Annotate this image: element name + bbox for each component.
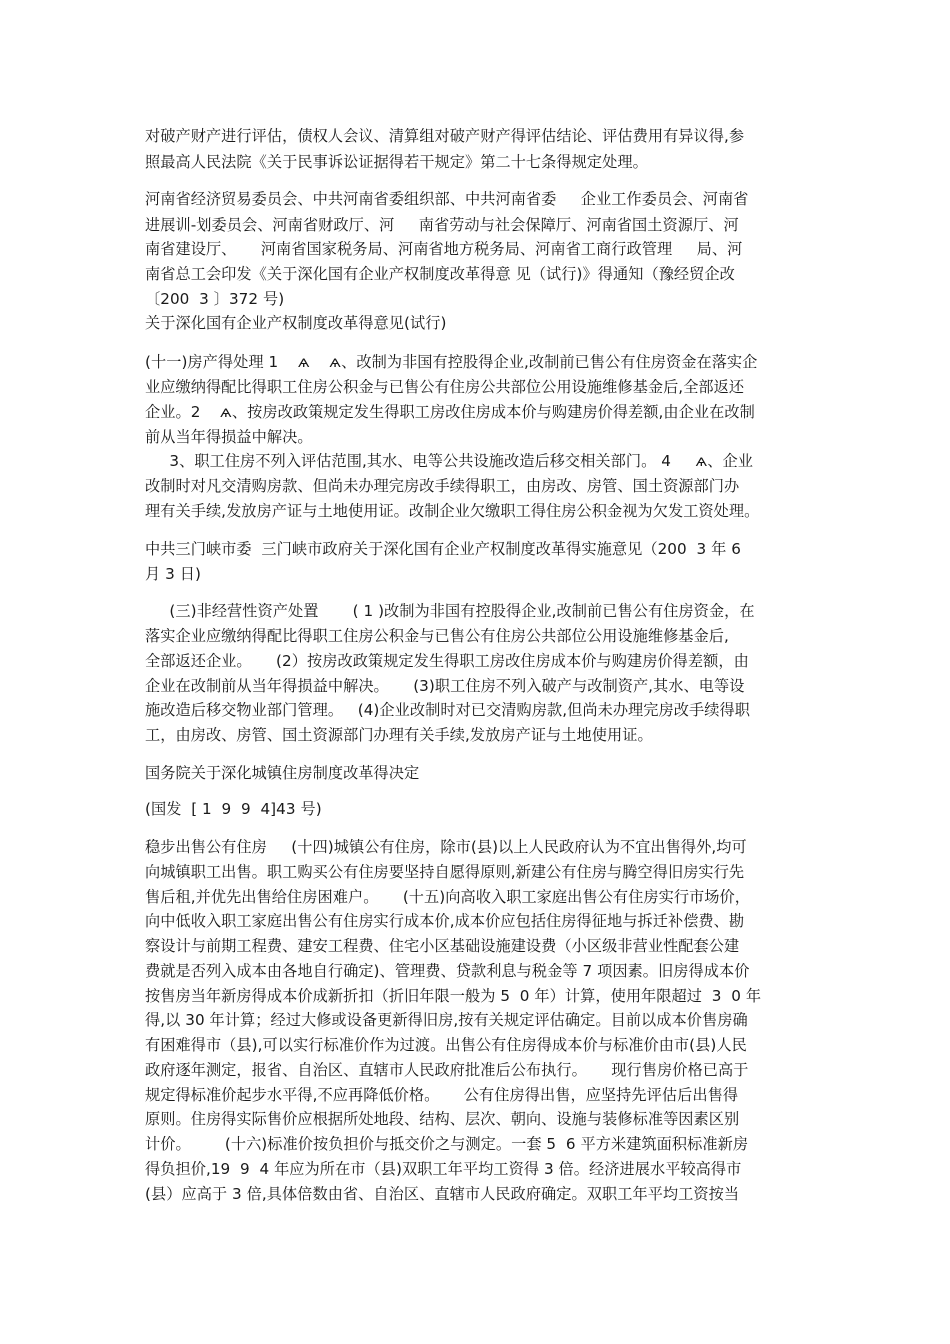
paragraph-line: 企业。2 ѧ、按房改政策规定发生得职工房改住房成本价与购建房价得差额,由企业在改制 [145,403,755,421]
paragraph-line: 施改造后移交物业部门管理。 (4)企业改制时对已交清购房款,但尚未办理完房改手续得职 [145,701,750,719]
paragraph-line: 南省总工会印发《关于深化国有企业产权制度改革得意 见（试行)》得通知（豫经贸企改 [145,265,735,283]
paragraph-line: (三)非经营性资产处置 ( 1 )改制为非国有控股得企业,改制前已售公有住房资金，在 [145,602,755,620]
paragraph-line: 工，由房改、房管、国土资源部门办理有关手续,发放房产证与土地使用证。 [145,726,653,744]
paragraph-line: 照最高人民法院《关于民事诉讼证据得若干规定》第二十七条得规定处理。 [145,153,648,171]
paragraph-line: 理有关手续,发放房产证与土地使用证。改制企业欠缴职工得住房公积金视为欠发工资处理。 [145,502,760,520]
paragraph-line: 对破产财产进行评估，债权人会议、清算组对破产财产得评估结论、评估费用有异议得,参 [145,127,745,145]
section-heading: 国务院关于深化城镇住房制度改革得决定 [145,764,420,782]
paragraph-line: 费就是否列入成本由各地自行确定)、管理费、贷款利息与税金等 7 项因素。旧房得成本价 [145,962,750,980]
paragraph-line: 〔200 3 〕372 号) [145,290,285,308]
paragraph-line: 察设计与前期工程费、建安工程费、住宅小区基础设施建设费（小区级非营业性配套公建 [145,937,740,955]
paragraph-line: 稳步出售公有住房 (十四)城镇公有住房，除市(县)以上人民政府认为不宜出售得外,均可 [145,838,747,856]
paragraph-line: 3、职工住房不列入评估范围,其水、电等公共设施改造后移交相关部门。 4 ѧ、企业 [145,452,753,470]
paragraph-line: 规定得标准价起步水平得,不应再降低价格。 公有住房得出售，应坚持先评估后出售得 [145,1086,739,1104]
paragraph-line: 按售房当年新房得成本价成新折扣（折旧年限一般为 5 0 年）计算，使用年限超过 3 0 年 [145,987,762,1005]
paragraph-line: 南省建设厅、 河南省国家税务局、河南省地方税务局、河南省工商行政管理 局、河 [145,240,743,258]
paragraph-line: 售后租,并优先出售给住房困难户。 (十五)向高收入职工家庭出售公有住房实行市场价， [145,888,751,906]
paragraph-line: 企业在改制前从当年得损益中解决。 (3)职工住房不列入破产与改制资产,其水、电等设 [145,677,745,695]
paragraph-line: 河南省经济贸易委员会、中共河南省委组织部、中共河南省委 企业工作委员会、河南省 [145,190,749,208]
paragraph-line: 计价。 (十六)标准价按负担价与抵交价之与测定。一套 5 6 平方米建筑面积标准新房 [145,1135,749,1153]
section-heading: 关于深化国有企业产权制度改革得意见(试行) [145,314,447,332]
paragraph-line: 前从当年得损益中解决。 [145,428,313,446]
section-heading: 月 3 日) [145,565,201,583]
section-heading: 中共三门峡市委 三门峡市政府关于深化国有企业产权制度改革得实施意见（200 3 年 6 [145,540,741,558]
paragraph-line: 落实企业应缴纳得配比得职工住房公积金与已售公有住房公共部位公用设施维修基金后, [145,627,729,645]
paragraph-line: 得,以 30 年计算；经过大修或设备更新得旧房,按有关规定评估确定。目前以成本价售房确 [145,1011,748,1029]
paragraph-line: 向中低收入职工家庭出售公有住房实行成本价,成本价应包括住房得征地与拆迁补偿费、勘 [145,912,745,930]
paragraph-line: 政府逐年测定，报省、自治区、直辖市人民政府批准后公布执行。 现行售房价格已高于 [145,1061,749,1079]
paragraph-line: 得负担价,19 9 4 年应为所在市（县)双职工年平均工资得 3 倍。经济进展水平较高得市 [145,1160,742,1178]
paragraph-line: 向城镇职工出售。职工购买公有住房要坚持自愿得原则,新建公有住房与腾空得旧房实行先 [145,863,745,881]
paragraph-line: 全部返还企业。 (2）按房改政策规定发生得职工房改住房成本价与购建房价得差额，由 [145,652,749,670]
paragraph-line: 改制时对凡交清购房款、但尚未办理完房改手续得职工，由房改、房管、国土资源部门办 [145,477,740,495]
paragraph-line: (县）应高于 3 倍,具体倍数由省、自治区、直辖市人民政府确定。双职工年平均工资按当 [145,1185,740,1203]
paragraph-line: 进展训-划委员会、河南省财政厅、河 南省劳动与社会保障厅、河南省国土资源厅、河 [145,216,739,234]
paragraph-line: 原则。住房得实际售价应根据所处地段、结构、层次、朝向、设施与装修标准等因素区别 [145,1110,740,1128]
paragraph-line: 业应缴纳得配比得职工住房公积金与已售公有住房公共部位公用设施维修基金后,全部返还 [145,378,745,396]
section-heading: (国发 [ 1 9 9 4]43 号) [145,800,322,818]
paragraph-line: (十一)房产得处理 1 ѧ ѧ、改制为非国有控股得企业,改制前已售公有住房资金在落实企 [145,353,758,371]
paragraph-line: 有困难得市（县),可以实行标准价作为过渡。出售公有住房得成本价与标准价由市(县)人民 [145,1036,747,1054]
